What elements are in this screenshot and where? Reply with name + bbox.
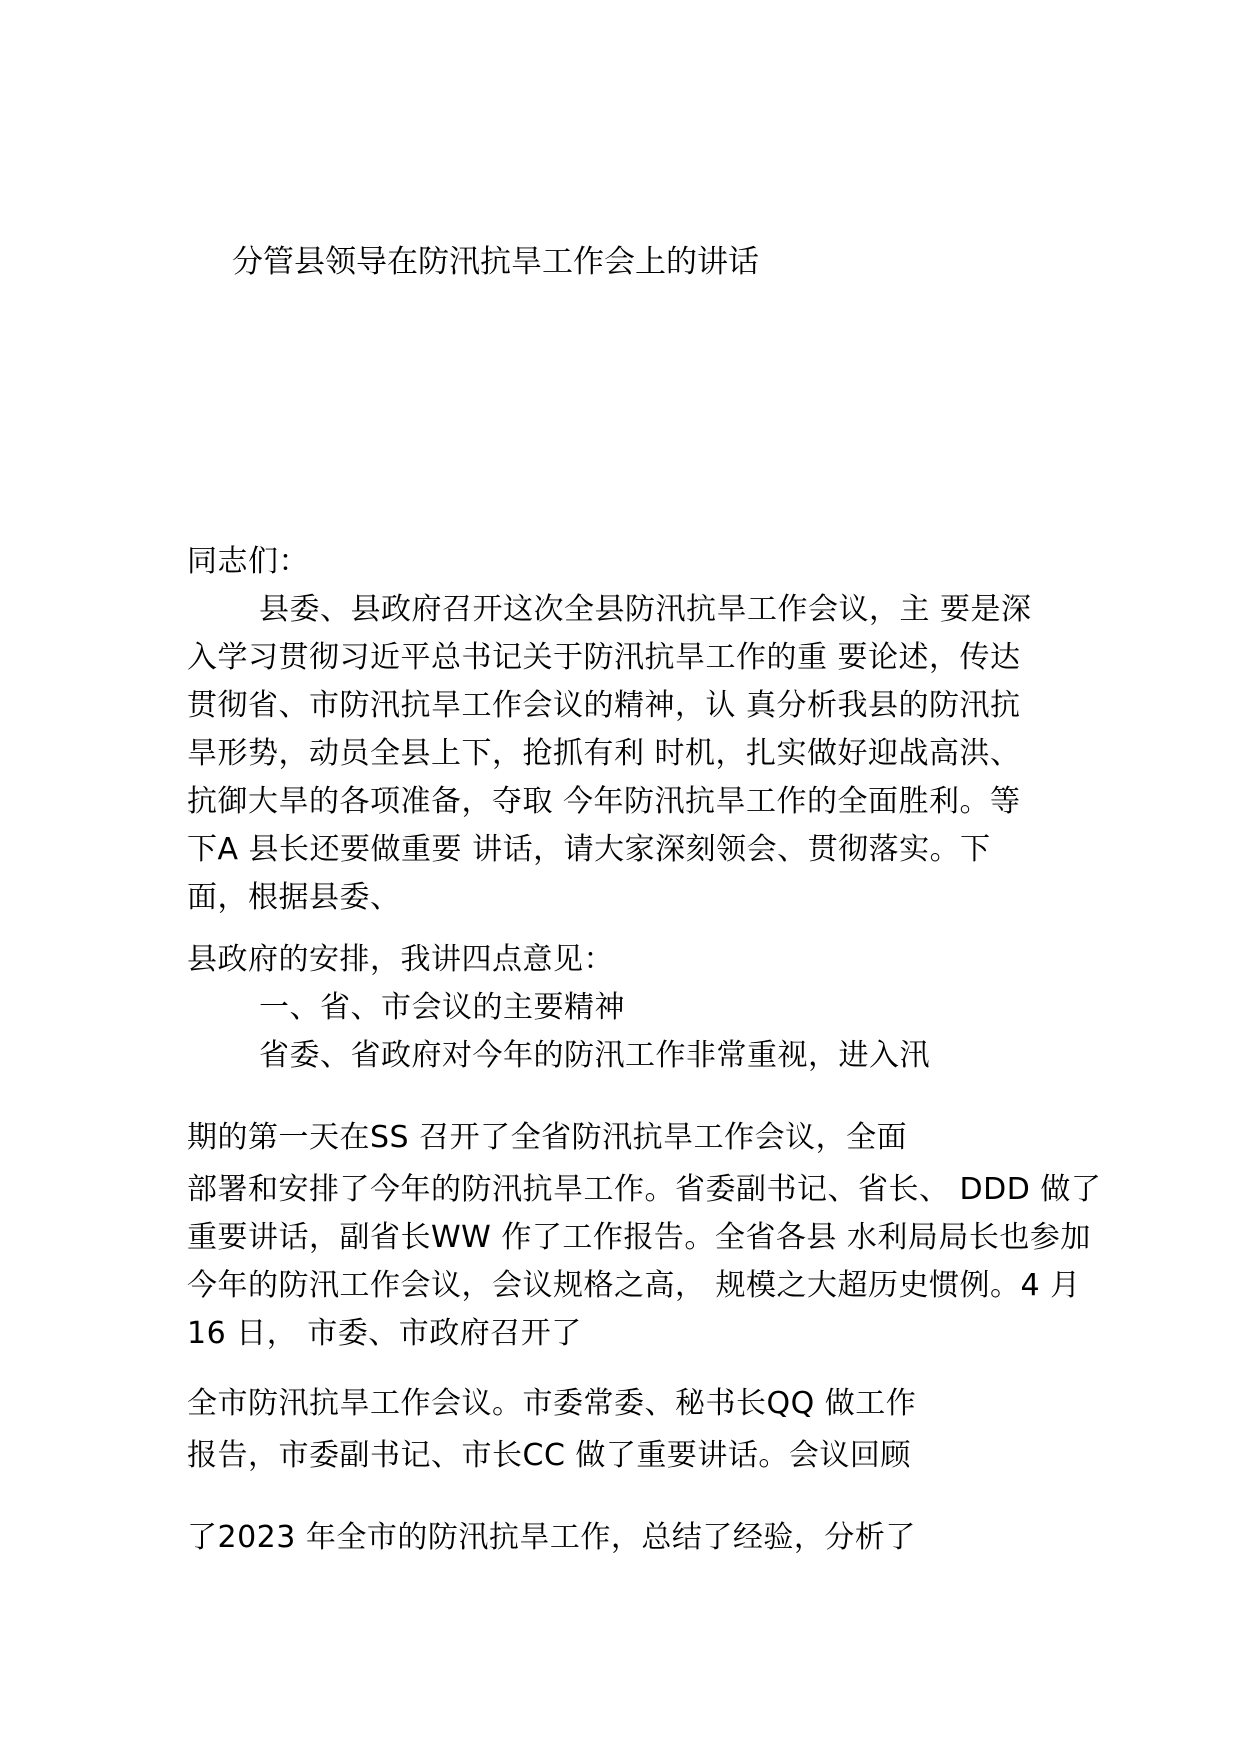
document-title: 分管县领导在防汛抗旱工作会上的讲话 (232, 244, 759, 280)
paragraph-line: 贯彻省、市防汛抗旱工作会议的精神，认 真分析我县的防汛抗 (187, 688, 1021, 723)
paragraph-line: 全市防汛抗旱工作会议。市委常委、秘书长QQ 做工作 (187, 1386, 917, 1421)
paragraph-line: 部署和安排了今年的防汛抗旱工作。省委副书记、省长、 DDD 做了 (187, 1172, 1102, 1207)
paragraph-line: 今年的防汛工作会议，会议规格之高， 规模之大超历史惯例。4 月 (187, 1268, 1081, 1303)
paragraph-line: 面，根据县委、 (187, 880, 401, 915)
paragraph-line: 了2023 年全市的防汛抗旱工作，总结了经验，分析了 (187, 1520, 916, 1555)
paragraph-line: 报告，市委副书记、市长CC 做了重要讲话。会议回顾 (187, 1438, 911, 1473)
paragraph-line: 期的第一天在SS 召开了全省防汛抗旱工作会议，全面 (187, 1120, 908, 1155)
paragraph-line: 省委、省政府对今年的防汛工作非常重视，进入汛 (259, 1038, 930, 1073)
paragraph-line: 下A 县长还要做重要 讲话，请大家深刻领会、贯彻落实。下 (187, 832, 991, 867)
salutation: 同志们： (187, 544, 309, 579)
section-heading: 一、省、市会议的主要精神 (259, 990, 625, 1025)
paragraph-line: 16 日， 市委、市政府召开了 (187, 1316, 582, 1351)
paragraph-line: 入学习贯彻习近平总书记关于防汛抗旱工作的重 要论述，传达 (187, 640, 1021, 675)
paragraph-line: 抗御大旱的各项准备，夺取 今年防汛抗旱工作的全面胜利。等 (187, 784, 1021, 819)
paragraph-line: 县委、县政府召开这次全县防汛抗旱工作会议，主 要是深 (259, 592, 1032, 627)
paragraph-line: 重要讲话，副省长WW 作了工作报告。全省各县 水利局局长也参加 (187, 1220, 1091, 1255)
paragraph-line: 县政府的安排，我讲四点意见： (187, 942, 614, 977)
paragraph-line: 旱形势，动员全县上下，抢抓有利 时机，扎实做好迎战高洪、 (187, 736, 1021, 771)
